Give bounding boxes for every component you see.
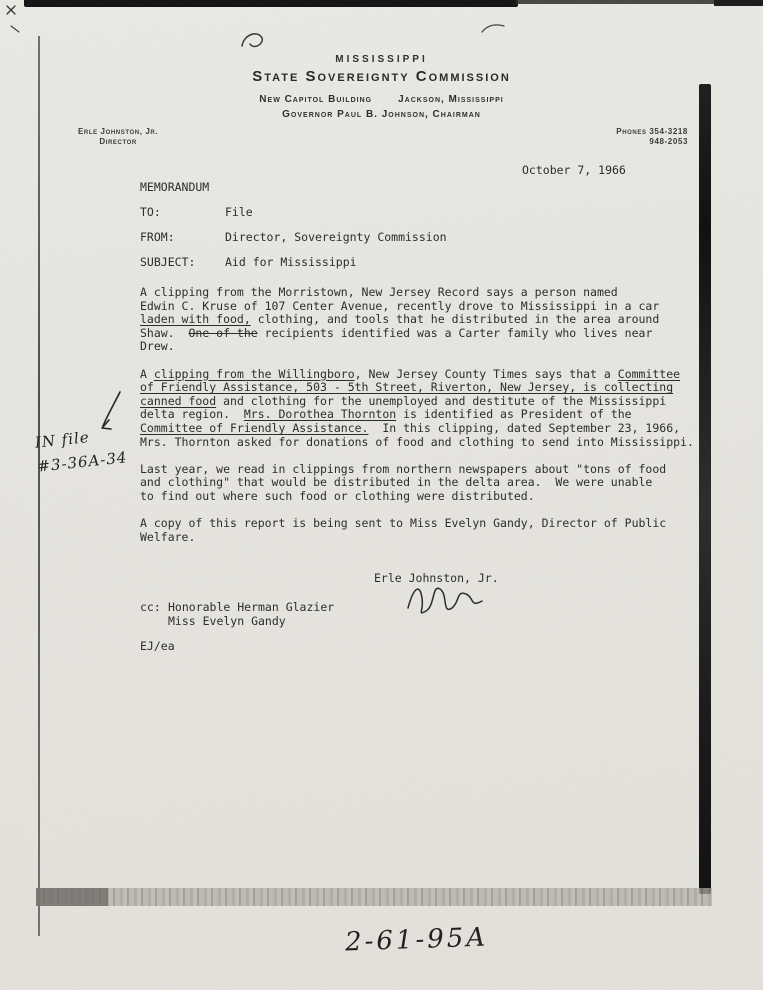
memo-line: Welfare. [140,529,196,544]
filing-note-line-2: #3-36A-34 [36,448,129,476]
memo-from-row [140,231,447,256]
scan-bottom-texture-band [36,888,712,906]
letterhead-director-block [78,127,158,147]
letterhead-address [0,94,763,105]
handwritten-filing-note [34,421,129,478]
memo-meta [140,206,447,281]
cc-label: cc: [140,600,161,614]
scan-edge-top [24,0,518,7]
memo-date: October 7, 1966 [522,163,626,177]
director-title: Director [99,137,137,146]
scan-left-margin-line [38,36,40,936]
letterhead-chairman: Governor Paul B. Johnson, Chairman [282,109,481,120]
handwritten-signature [402,578,488,622]
memo-to-row [140,206,447,231]
memo-line: canned food and clothing for the unemployed and destitute of the Mississippi [140,393,667,408]
filing-note-line-1: IN file [34,428,91,452]
pen-mark-top-right [480,20,506,36]
memo-line: and clothing" that would be distributed in the delta area. We were unable [140,475,653,490]
subject-label: SUBJECT: [140,255,196,269]
director-name: Erle Johnston, Jr. [78,127,159,136]
subject-value: Aid for Mississippi [225,255,357,269]
to-label: TO: [140,205,161,219]
letterhead-building: New Capitol Building [259,94,373,105]
memo-line: A copy of this report is being sent to Miss Evelyn Gandy, Director of Public [140,516,667,531]
phone-line-2: 948-2053 [649,137,688,146]
phone-line-1: Phones 354-3218 [616,127,688,136]
pen-mark-top-center [236,28,276,54]
memo-line: of Friendly Assistance, 503 - 5th Street, Riverton, New Jersey, is collecting [140,380,674,395]
handwritten-document-number: 2-61-95A [344,922,489,958]
scan-right-dark-band [699,84,711,894]
letterhead-phones-block [616,127,688,147]
scan-edge-top-right [516,0,716,4]
memo-paragraph [140,463,688,504]
memo-paragraph [140,366,694,450]
cc-name-2: Miss Evelyn Gandy [168,613,286,628]
memo-paragraph [140,286,688,354]
memo-line: A clipping from the Willingboro, New Jersey County Times says that a Committee [140,366,681,381]
memo-line: Edwin C. Kruse of 107 Center Avenue, recently drove to Mississippi in a car [140,298,660,313]
letterhead-state: MISSISSIPPI [335,54,428,65]
pen-mark-top-left-corner [2,2,32,38]
memo-line: Shaw. One of the recipients identified was a Carter family who lives near [140,325,653,340]
memo-subject-row [140,256,447,281]
memo-line: Mrs. Thornton asked for donations of food and clothing to send into Mississippi. [140,434,694,449]
letterhead [0,54,763,120]
letterhead-org-name: State Sovereignty Commission [252,68,511,85]
from-label: FROM: [140,230,175,244]
scan-bottom-dark-patch [36,888,108,906]
cc-name-1: Honorable Herman Glazier [168,600,335,614]
cc-block [140,601,334,628]
signature-typed-name: Erle Johnston, Jr. [374,571,499,585]
from-value: Director, Sovereignty Commission [225,230,447,244]
memo-body [140,285,694,558]
memo-line: Committee of Friendly Assistance. In this clipping, dated September 23, 1966, [140,420,681,435]
memo-title: MEMORANDUM [140,180,210,194]
memo-line: delta region. Mrs. Dorothea Thornton is identified as President of the [140,407,632,422]
typist-initials: EJ/ea [140,639,175,653]
to-value: File [225,205,253,219]
memo-line: Last year, we read in clippings from northern newspapers about "tons of food [140,461,667,476]
letterhead-city: Jackson, Mississippi [398,94,504,105]
cc-row-1 [140,601,334,615]
memo-line: laden with food, clothing, and tools that he distributed in the area around [140,312,660,327]
scan-edge-top-corner [714,0,763,6]
memo-line: to find out where such food or clothing were distributed. [140,488,535,503]
memo-line: A clipping from the Morristown, New Jersey Record says a person named [140,285,618,299]
memo-paragraph [140,517,688,544]
cc-row-2 [140,615,334,629]
memo-line: Drew. [140,339,175,354]
